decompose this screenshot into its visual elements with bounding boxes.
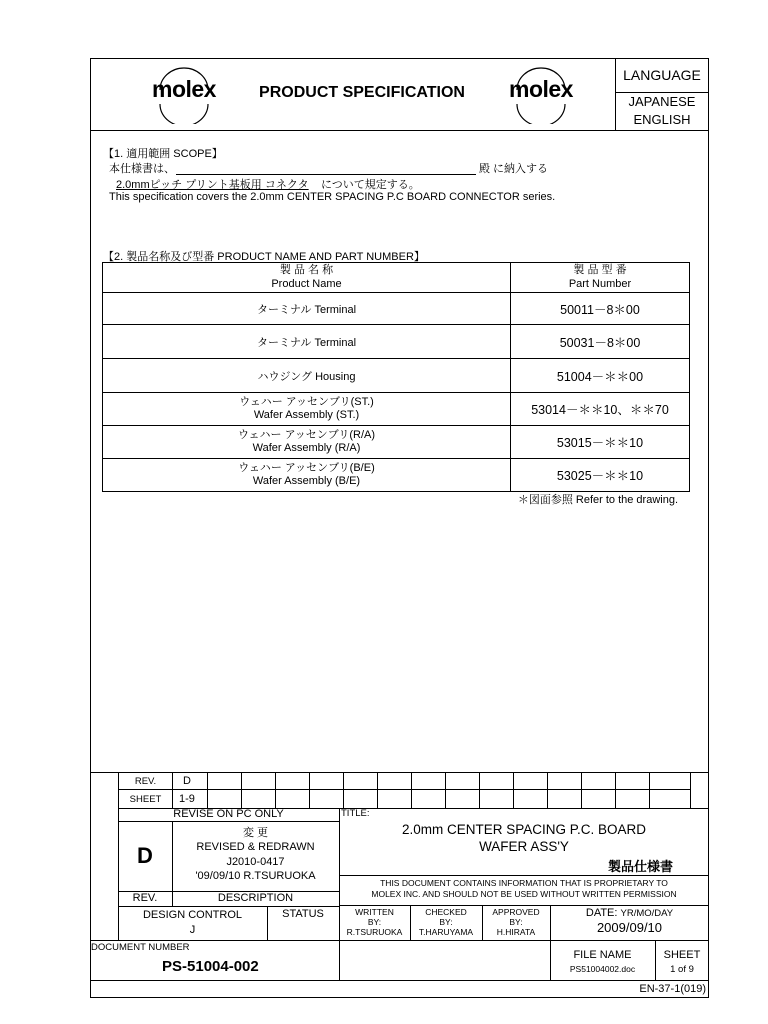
sheet-count-label: SHEET bbox=[663, 949, 701, 961]
products-heading: 【2. 製品名称及び型番 PRODUCT NAME AND PART NUMBER】 bbox=[103, 251, 425, 263]
filename-value: PS51004002.doc bbox=[569, 964, 636, 974]
proprietary-line2: MOLEX INC. AND SHOULD NOT BE USED WITHOUT WRITTEN PERMISSION bbox=[371, 889, 677, 900]
title-line2: WAFER ASS'Y bbox=[479, 838, 569, 854]
form-code: EN-37-1(019) bbox=[639, 983, 706, 995]
proprietary-divider bbox=[339, 875, 709, 876]
date-label-row bbox=[550, 907, 709, 919]
product-name-cell bbox=[103, 325, 511, 359]
product-name: ハウジング Housing bbox=[257, 370, 356, 383]
part-number-header bbox=[511, 263, 690, 293]
product-name: ターミナル Terminal bbox=[256, 303, 357, 316]
product-name-jp: ウェハー アッセンブリ(R/A) bbox=[237, 428, 376, 441]
title-label: TITLE: bbox=[341, 808, 370, 819]
table-row bbox=[103, 426, 690, 459]
written-label: WRITTEN bbox=[355, 907, 394, 917]
rev-value: D bbox=[173, 773, 208, 790]
part-number-cell: 50031－8＊00 bbox=[511, 325, 690, 359]
checked-label: CHECKED bbox=[425, 907, 467, 917]
product-name-cell bbox=[103, 459, 511, 492]
change-line3: '09/09/10 R.TSURUOKA bbox=[195, 869, 316, 882]
design-control-label: DESIGN CONTROL bbox=[142, 909, 242, 921]
molex-logo-right bbox=[503, 66, 579, 124]
sheet-label: SHEET bbox=[119, 790, 173, 809]
table-row bbox=[103, 459, 690, 492]
product-name: ターミナル Terminal bbox=[256, 336, 357, 349]
change-line1: REVISED & REDRAWN bbox=[196, 841, 315, 854]
status-label: STATUS bbox=[282, 908, 324, 920]
part-number-header-jp: 製 品 型 番 bbox=[573, 263, 627, 276]
revision-grid bbox=[118, 772, 691, 809]
scope-line2-product: 2.0mmピッチ プリント基板用 コネクタ bbox=[116, 179, 309, 191]
checked-name: T.HARUYAMA bbox=[418, 927, 474, 938]
scope-line3-english: This specification covers the 2.0mm CENTER SPACING P.C BOARD CONNECTOR series. bbox=[109, 191, 556, 203]
date-label: DATE: bbox=[585, 907, 618, 919]
molex-logo-left bbox=[146, 66, 222, 124]
product-name-en: Wafer Assembly (B/E) bbox=[252, 475, 361, 487]
product-name-cell bbox=[103, 359, 511, 393]
date-format: YR/MO/DAY bbox=[620, 908, 674, 919]
language-japanese: JAPANESE bbox=[628, 94, 696, 110]
change-label: 変 更 bbox=[242, 827, 269, 839]
product-name-en: Wafer Assembly (R/A) bbox=[252, 442, 361, 454]
docnum-value: PS-51004-002 bbox=[162, 958, 259, 975]
rev-label-bottom: REV. bbox=[132, 891, 158, 904]
filename-label: FILE NAME bbox=[573, 949, 632, 961]
part-number-cell: 53014－＊＊10、＊＊70 bbox=[511, 393, 690, 426]
scope-heading: 【1. 適用範囲 SCOPE】 bbox=[103, 148, 223, 160]
docnum-label: DOCUMENT NUMBER bbox=[91, 942, 190, 953]
product-name-cell bbox=[103, 393, 511, 426]
design-control-divider bbox=[118, 906, 339, 907]
part-number-cell: 53015－＊＊10 bbox=[511, 426, 690, 459]
table-row bbox=[103, 325, 690, 359]
sheet-count-value: 1 of 9 bbox=[670, 964, 694, 975]
revise-note: REVISE ON PC ONLY bbox=[173, 807, 284, 820]
written-name: R.TSURUOKA bbox=[346, 927, 403, 938]
written-by bbox=[339, 907, 410, 938]
scope-blank-underline bbox=[176, 174, 476, 175]
revision-letter: D bbox=[137, 842, 153, 868]
docnum-divider bbox=[90, 940, 709, 941]
description-label: DESCRIPTION bbox=[217, 891, 294, 904]
table-row bbox=[103, 359, 690, 393]
signature-divider bbox=[339, 905, 709, 906]
product-name-cell bbox=[103, 426, 511, 459]
title-jp: 製品仕様書 bbox=[608, 859, 674, 874]
table-header-row bbox=[103, 263, 690, 293]
document-title: PRODUCT SPECIFICATION bbox=[259, 84, 465, 101]
scope-line1-prefix: 本仕様書は、 bbox=[109, 163, 175, 175]
form-code-divider bbox=[90, 980, 709, 981]
language-english: ENGLISH bbox=[633, 112, 691, 128]
checked-by-label: BY: bbox=[439, 917, 453, 928]
product-name-jp: ウェハー アッセンブリ(B/E) bbox=[238, 461, 375, 474]
checked-by bbox=[410, 907, 482, 938]
rev-label: REV. bbox=[119, 773, 173, 790]
drawing-note: ＊図面参照 Refer to the drawing. bbox=[517, 494, 678, 506]
part-number-header-en: Part Number bbox=[568, 277, 632, 290]
table-row bbox=[103, 393, 690, 426]
product-name-cell bbox=[103, 293, 511, 325]
date-value: 2009/09/10 bbox=[596, 920, 663, 935]
proprietary-notice bbox=[339, 878, 709, 900]
docnum-right-divider bbox=[339, 940, 340, 980]
approved-name: H.HIRATA bbox=[496, 927, 536, 938]
design-control bbox=[118, 908, 267, 938]
design-control-value: J bbox=[189, 923, 196, 936]
approved-label: APPROVED bbox=[492, 907, 540, 917]
part-number-cell: 53025－＊＊10 bbox=[511, 459, 690, 492]
scope-line2-suffix: について規定する。 bbox=[321, 179, 420, 191]
header-divider bbox=[90, 130, 709, 131]
product-name-jp: ウェハー アッセンブリ(ST.) bbox=[239, 395, 374, 408]
proprietary-line1: THIS DOCUMENT CONTAINS INFORMATION THAT IS PROPRIETARY TO bbox=[380, 878, 668, 888]
table-row bbox=[103, 293, 690, 325]
part-number-cell: 50011－8＊00 bbox=[511, 293, 690, 325]
sheet-value: 1-9 bbox=[173, 790, 208, 809]
change-line2: J2010-0417 bbox=[226, 855, 285, 868]
logo-text: molex bbox=[152, 76, 216, 102]
product-name-header bbox=[103, 263, 511, 293]
products-table bbox=[102, 262, 690, 492]
approved-by bbox=[482, 907, 550, 938]
written-by-label: BY: bbox=[367, 917, 382, 928]
change-description bbox=[172, 826, 339, 883]
approved-by-label: BY: bbox=[509, 917, 523, 928]
logo-text: molex bbox=[509, 76, 573, 102]
title-line1: 2.0mm CENTER SPACING P.C. BOARD bbox=[401, 822, 647, 837]
product-name-header-en: Product Name bbox=[271, 277, 342, 290]
document-title-block bbox=[339, 822, 709, 856]
product-name-header-jp: 製 品 名 称 bbox=[279, 263, 334, 276]
product-name-en: Wafer Assembly (ST.) bbox=[253, 409, 360, 421]
language-label: LANGUAGE bbox=[623, 66, 701, 83]
part-number-cell: 51004－＊＊00 bbox=[511, 359, 690, 393]
scope-line1-suffix: 殿 に納入する bbox=[479, 163, 549, 175]
